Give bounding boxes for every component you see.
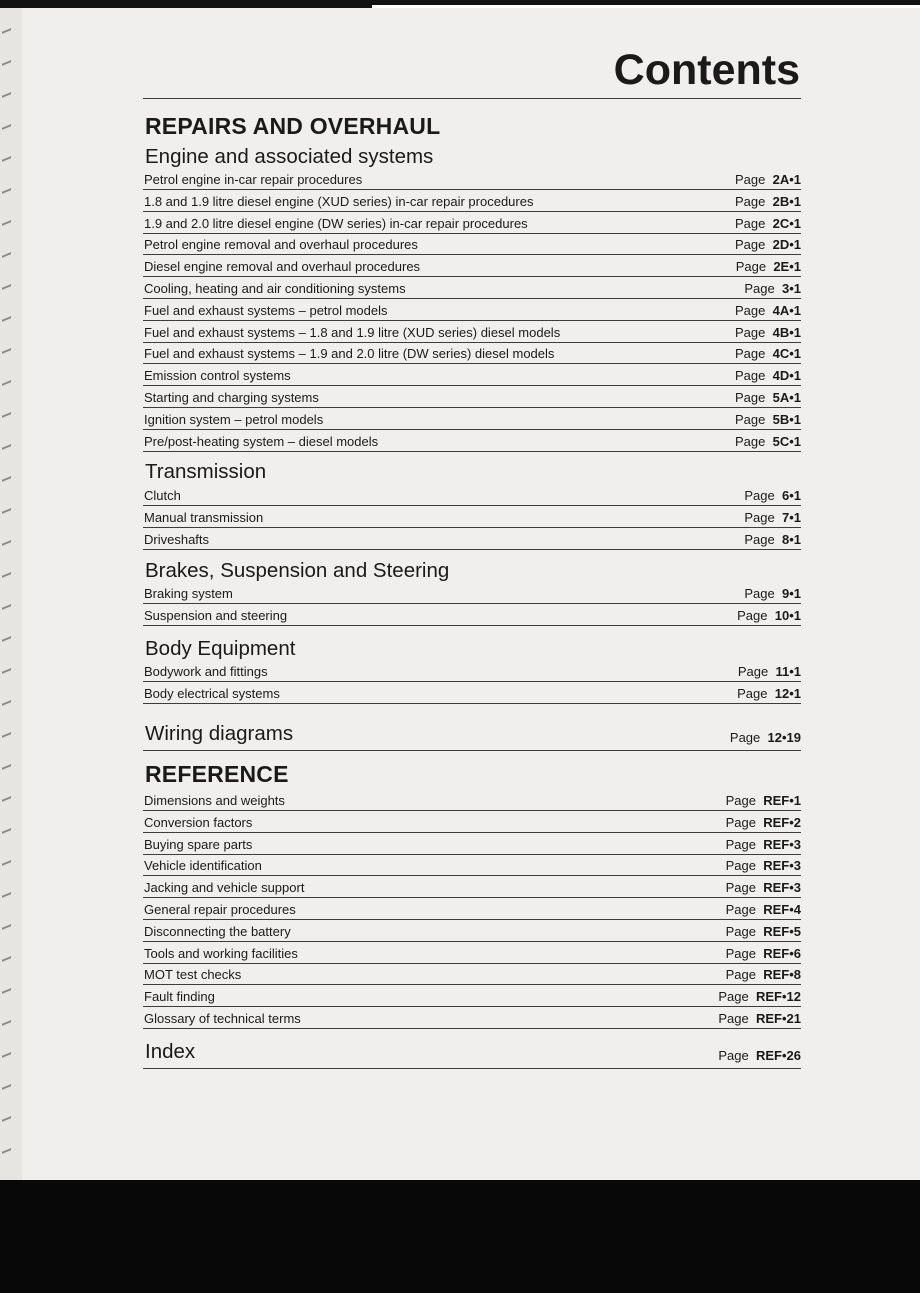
toc-entry (143, 277, 801, 299)
section-heading-brakes-suspension-and-steering: Brakes, Suspension and Steering (145, 559, 450, 582)
page-prefix: Page (725, 945, 756, 961)
entry-label: Suspension and steering (144, 607, 288, 623)
page-number: REF•12 (755, 989, 801, 1005)
page-number: REF•3 (763, 836, 801, 852)
page-prefix: Page (725, 836, 756, 852)
page-number: REF•3 (763, 858, 801, 874)
section-heading-transmission: Transmission (145, 460, 267, 483)
page-prefix: Page (734, 215, 766, 231)
page-prefix: Page (725, 858, 756, 874)
page-prefix: Page (718, 1048, 749, 1063)
toc-entry (143, 833, 801, 855)
page-number: 7•1 (781, 509, 801, 525)
page-number: 8•1 (781, 531, 801, 547)
page-prefix: Page (744, 509, 775, 525)
entry-page-ref (726, 946, 801, 961)
scan-bottom-border (0, 1180, 920, 1293)
entry-page-ref (730, 730, 801, 745)
toc-entry (143, 484, 801, 506)
entry-label: Driveshafts (144, 531, 210, 547)
entry-label: Fuel and exhaust systems – 1.8 and 1.9 litre (XUD series) diesel models (144, 324, 561, 340)
toc-entry (143, 811, 801, 833)
entry-page-ref (726, 793, 801, 808)
toc-entry (143, 789, 801, 811)
entry-page-ref (736, 259, 801, 274)
toc-entry (143, 190, 801, 212)
page-prefix: Page (725, 901, 756, 917)
toc-entry (143, 386, 801, 408)
toc-entry (143, 985, 801, 1007)
page-number: 5C•1 (772, 433, 801, 449)
page-number: 2B•1 (772, 193, 801, 209)
page-number: 12•19 (767, 730, 801, 745)
entry-page-ref (737, 608, 801, 623)
page-number: 10•1 (774, 607, 801, 623)
toc-entry (143, 408, 801, 430)
entry-page-ref (735, 346, 801, 361)
entry-page-ref (738, 664, 801, 679)
entry-label: Fuel and exhaust systems – 1.9 and 2.0 litre (DW series) diesel models (144, 346, 555, 362)
entry-label: Diesel engine removal and overhaul procedures (144, 259, 421, 275)
toc-entry (143, 234, 801, 256)
scan-top-border-right (372, 0, 920, 5)
page-number: REF•3 (763, 880, 801, 896)
entry-label: Conversion factors (144, 814, 253, 830)
toc-entry (143, 920, 801, 942)
entry-label: Pre/post-heating system – diesel models (144, 433, 379, 449)
entry-label: Dimensions and weights (144, 792, 285, 808)
entry-page-ref (737, 686, 801, 701)
entry-page-ref (726, 837, 801, 852)
page-number: 3•1 (781, 280, 801, 296)
page-prefix: Page (725, 792, 756, 808)
toc-entry-wiring-diagrams (143, 721, 801, 751)
page-title: Contents (613, 46, 800, 94)
page-number: REF•21 (755, 1010, 801, 1026)
toc-entry (143, 1007, 801, 1029)
page-number: 9•1 (781, 585, 801, 601)
entry-page-ref (744, 532, 801, 547)
toc-entry (143, 898, 801, 920)
page-prefix: Page (744, 487, 775, 503)
entry-label: Disconnecting the battery (144, 923, 291, 939)
entry-label: Petrol engine in-car repair procedures (144, 171, 363, 187)
page-prefix: Page (737, 685, 768, 701)
entry-page-ref (744, 586, 801, 601)
toc-entry (143, 528, 801, 550)
toc-entry (143, 582, 801, 604)
page-prefix: Page (734, 171, 766, 187)
page-prefix: Page (734, 324, 766, 340)
section-heading-body-equipment: Body Equipment (145, 637, 296, 660)
toc-entry (143, 430, 801, 452)
page-number: 11•1 (775, 663, 801, 679)
entry-page-ref (718, 1011, 801, 1026)
section-heading-wiring-diagrams: Wiring diagrams (145, 722, 294, 745)
entry-page-ref (735, 325, 801, 340)
entry-page-ref (726, 967, 801, 982)
entry-page-ref (726, 858, 801, 873)
page-prefix: Page (734, 368, 766, 384)
page-number: 2D•1 (772, 237, 801, 253)
page-prefix: Page (734, 237, 766, 253)
page-number: 4D•1 (772, 368, 801, 384)
toc-entry (143, 168, 801, 190)
entry-label: Jacking and vehicle support (144, 880, 305, 896)
section-heading-engine-and-associated-systems: Engine and associated systems (145, 145, 434, 168)
toc-entry (143, 855, 801, 877)
entry-page-ref (726, 924, 801, 939)
toc-entry (143, 660, 801, 682)
entry-page-ref (735, 390, 801, 405)
entry-label: Fault finding (144, 989, 215, 1005)
page-number: REF•1 (763, 792, 801, 808)
entry-label: Body electrical systems (144, 685, 280, 701)
page-prefix: Page (734, 346, 766, 362)
page-prefix: Page (725, 967, 756, 983)
page-prefix: Page (734, 302, 766, 318)
page-number: 4C•1 (772, 346, 801, 362)
page-prefix: Page (744, 280, 775, 296)
page-number: REF•6 (763, 945, 801, 961)
entry-label: Vehicle identification (144, 858, 262, 874)
page-prefix: Page (729, 730, 761, 745)
entry-label: Cooling, heating and air conditioning systems (144, 280, 406, 296)
entry-page-ref (735, 368, 801, 383)
page-prefix: Page (744, 531, 775, 547)
entry-page-ref (735, 237, 801, 252)
entry-page-ref (718, 989, 801, 1004)
entry-page-ref (735, 194, 801, 209)
page-number: 5A•1 (772, 389, 801, 405)
page-prefix: Page (725, 880, 756, 896)
entry-label: Emission control systems (144, 368, 291, 384)
entry-page-ref (744, 281, 801, 296)
entry-page-ref (735, 434, 801, 449)
entry-label: General repair procedures (144, 901, 296, 917)
entry-label: Bodywork and fittings (144, 663, 268, 679)
page-number: 4A•1 (772, 302, 801, 318)
entry-label: Petrol engine removal and overhaul procedures (144, 237, 418, 253)
entry-page-ref (735, 172, 801, 187)
entry-label: Starting and charging systems (144, 389, 319, 405)
page-prefix: Page (734, 193, 766, 209)
entry-label: Manual transmission (144, 509, 264, 525)
page-number: 5B•1 (772, 411, 801, 427)
entry-label: Buying spare parts (144, 836, 253, 852)
toc-entry-index (143, 1039, 801, 1069)
toc-entry (143, 321, 801, 343)
page-number: 2A•1 (772, 171, 801, 187)
entry-label: MOT test checks (144, 967, 242, 983)
page-prefix: Page (737, 663, 769, 679)
entry-label: Clutch (144, 487, 181, 503)
toc-entry (143, 942, 801, 964)
entry-page-ref (726, 902, 801, 917)
toc-entry (143, 212, 801, 234)
page-prefix: Page (737, 607, 768, 623)
page-number: 2C•1 (772, 215, 801, 231)
entry-page-ref (735, 412, 801, 427)
page-number: REF•8 (763, 967, 801, 983)
toc-entry (143, 682, 801, 704)
entry-page-ref (726, 880, 801, 895)
page-prefix: Page (734, 433, 766, 449)
page-number: REF•4 (763, 901, 801, 917)
toc-entry (143, 255, 801, 277)
binding-edge (0, 8, 23, 1180)
entry-page-ref (744, 510, 801, 525)
toc-entry (143, 299, 801, 321)
entry-label: Ignition system – petrol models (144, 411, 324, 427)
page-number: 12•1 (774, 685, 801, 701)
toc-entry (143, 964, 801, 986)
page-prefix: Page (744, 585, 775, 601)
entry-label: 1.9 and 2.0 litre diesel engine (DW series) in-car repair procedures (144, 215, 528, 231)
title-rule (143, 98, 801, 99)
page-prefix: Page (735, 259, 767, 275)
page-number: REF•2 (763, 814, 801, 830)
toc-entry (143, 343, 801, 365)
toc-entry (143, 876, 801, 898)
page-number: 2E•1 (773, 259, 801, 275)
entry-page-ref (718, 1048, 801, 1063)
page-prefix: Page (725, 814, 756, 830)
page-number: REF•26 (755, 1048, 801, 1063)
page-prefix: Page (734, 411, 766, 427)
entry-page-ref (726, 815, 801, 830)
entry-label: Fuel and exhaust systems – petrol models (144, 302, 388, 318)
toc-entry (143, 604, 801, 626)
entry-label: Tools and working facilities (144, 945, 298, 961)
page-prefix: Page (718, 989, 749, 1005)
page-prefix: Page (718, 1010, 749, 1026)
part-heading-repairs-and-overhaul: REPAIRS AND OVERHAUL (145, 113, 441, 139)
scan-top-border (0, 0, 372, 8)
part-heading-reference: REFERENCE (145, 761, 289, 787)
page-prefix: Page (725, 923, 756, 939)
toc-entry (143, 506, 801, 528)
entry-page-ref (735, 216, 801, 231)
entry-label: Glossary of technical terms (144, 1010, 301, 1026)
page-number: 6•1 (781, 487, 801, 503)
entry-page-ref (744, 488, 801, 503)
entry-page-ref (735, 303, 801, 318)
entry-label: Braking system (144, 585, 233, 601)
page-prefix: Page (734, 389, 766, 405)
entry-label: 1.8 and 1.9 litre diesel engine (XUD series) in-car repair procedures (144, 193, 534, 209)
section-heading-index: Index (145, 1040, 196, 1063)
page-number: REF•5 (763, 923, 801, 939)
page-number: 4B•1 (772, 324, 801, 340)
toc-entry (143, 364, 801, 386)
